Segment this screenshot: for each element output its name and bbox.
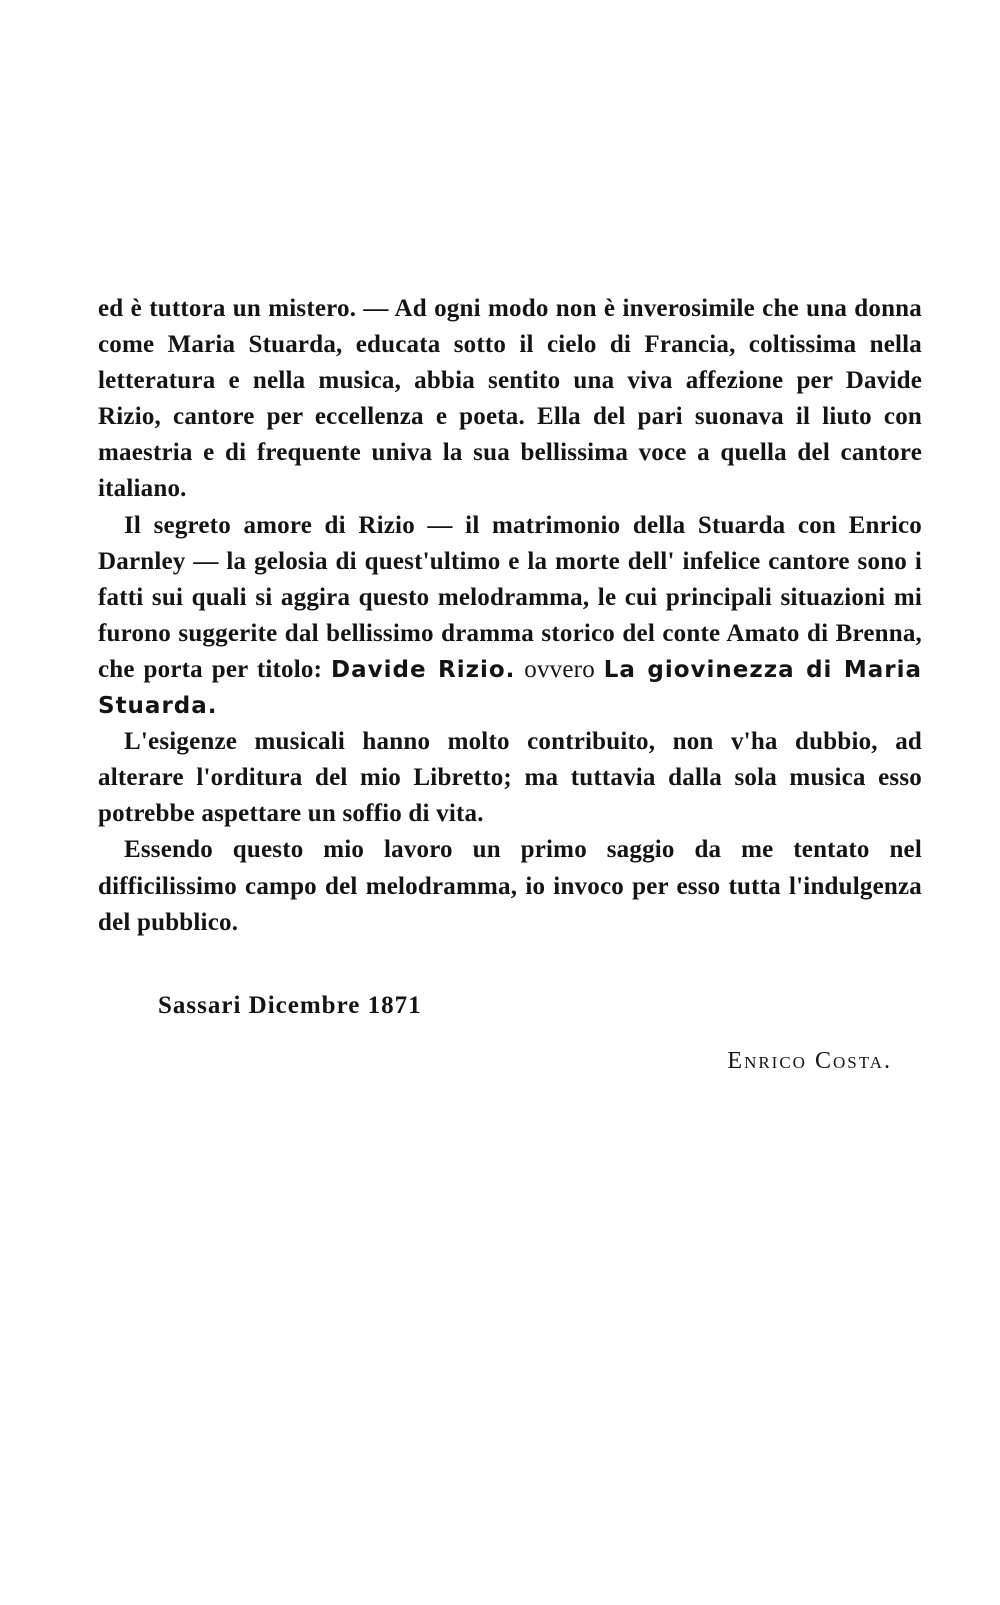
body-text: [98, 291, 922, 941]
paragraph-3: L'esigenze musicali hanno molto contribuito, non v'ha dubbio, ad alterare l'orditura del mio Libretto; ma tuttavia dalla sola musica esso potrebbe aspettare un soffio di vita.: [98, 728, 922, 828]
paragraph-2: [98, 508, 922, 725]
dateline: Sassari Dicembre 1871: [158, 992, 422, 1019]
paragraph-2-text: Il segreto amore di Rizio — il matrimonio della Stuarda con Enrico Darnley — la gelosia di quest'ultimo e la morte dell' infelice cantore sono i fatti sui quali si aggira questo melodramma, le cui principali situazioni mi furono suggerite dal bellissimo dramma storico del conte Amato di Brenna, che porta per titolo:: [98, 511, 922, 683]
drama-subtitle: La giovinezza di Maria Stuarda.: [98, 656, 923, 720]
author-signature: Enrico Costa.: [727, 1048, 892, 1074]
drama-title: Davide Rizio.: [331, 656, 516, 683]
title-connector: ovvero: [524, 655, 595, 683]
paragraph-4: Essendo questo mio lavoro un primo saggio da me tentato nel difficilissimo campo del melodramma, io invoco per esso tutta l'indulgenza del pubblico.: [98, 836, 922, 936]
paragraph-1: ed è tuttora un mistero. — Ad ogni modo non è inverosimile che una donna come Maria Stuarda, educata sotto il cielo di Francia, coltissima nella letteratura e nella musica, abbia sentito una viva affezione per Davide Rizio, cantore per eccellenza e poeta. Ella del pari suonava il liuto con maestria e di frequente univa la sua bellissima voce a quella del cantore italiano.: [98, 295, 922, 503]
